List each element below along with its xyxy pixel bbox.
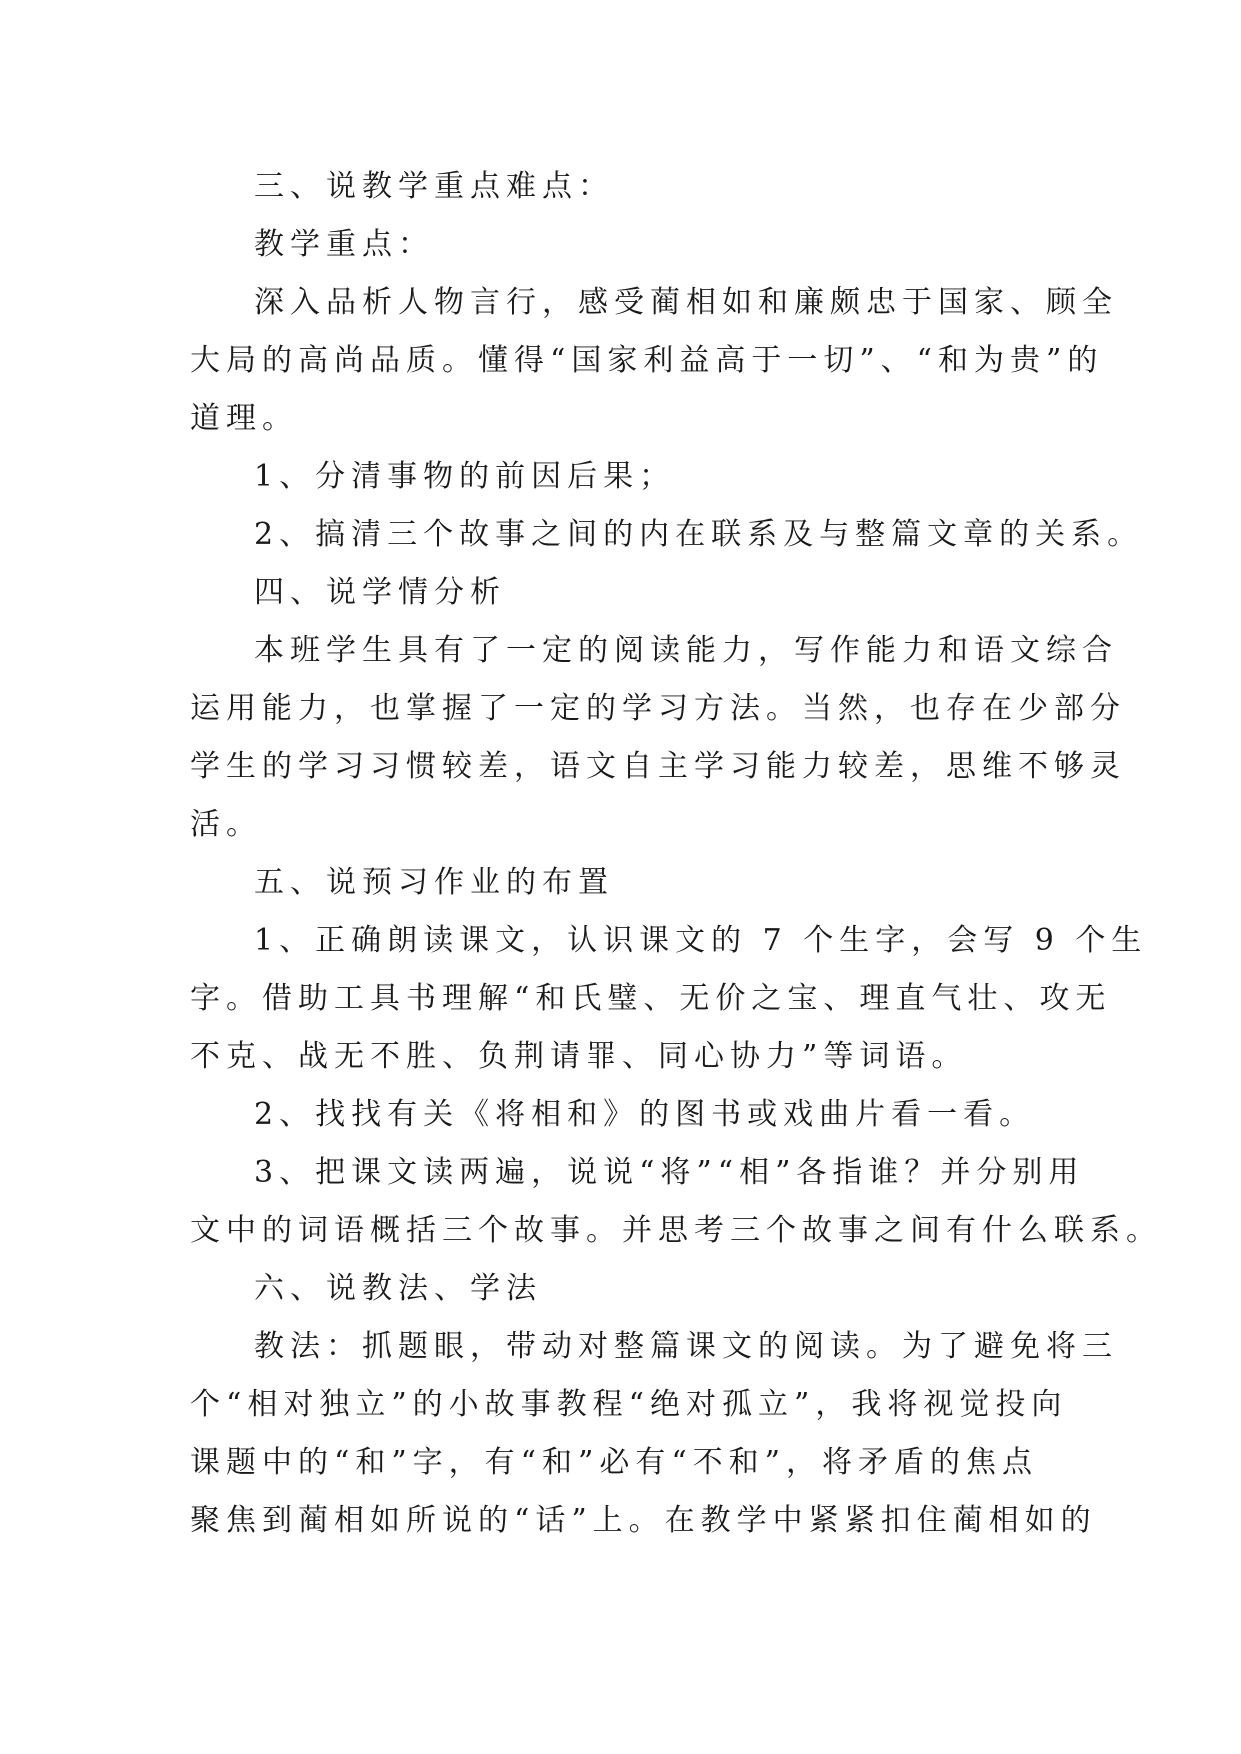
learner-analysis-paragraph: 本班学生具有了一定的阅读能力，写作能力和语文综合 运用能力，也掌握了一定的学习方法。当然，也存在少部分 学生的学习习惯较差，语文自主学习能力较差，思维不够灵 活。 xyxy=(190,633,1126,842)
difficulty-item-1: 1、分清事物的前因后果； xyxy=(254,459,676,494)
document-body xyxy=(190,158,1162,1550)
preview-item-2: 2、找找有关《将相和》的图书或戏曲片看一看。 xyxy=(254,1097,1036,1132)
teaching-focus-label: 教学重点： xyxy=(254,227,434,262)
section-heading-3: 三、说教学重点难点： xyxy=(254,169,614,204)
difficulty-item-2: 2、搞清三个故事之间的内在联系及与整篇文章的关系。 xyxy=(254,517,1144,552)
section-heading-5: 五、说预习作业的布置 xyxy=(254,865,614,900)
section-heading-4: 四、说学情分析 xyxy=(254,575,506,610)
section-heading-6: 六、说教法、学法 xyxy=(254,1271,542,1306)
teaching-method-paragraph: 教法：抓题眼，带动对整篇课文的阅读。为了避免将三 个“相对独立”的小故事教程“绝对孤立”，我将视觉投向 课题中的“和”字，有“和”必有“不和”，将矛盾的焦点 聚焦到蔺相如所说的“话”上。在教学中紧紧扣住蔺相如的 xyxy=(190,1329,1118,1538)
preview-item-1: 1、正确朗读课文，认识课文的 7 个生字，会写 9 个生 字。借助工具书理解“和氏璧、无价之宝、理直气壮、攻无 不克、战无不胜、负荆请罪、同心协力”等词语。 xyxy=(190,923,1148,1074)
teaching-focus-paragraph: 深入品析人物言行，感受蔺相如和廉颇忠于国家、顾全 大局的高尚品质。懂得“国家利益高于一切”、“和为贵”的 道理。 xyxy=(190,285,1118,436)
preview-item-3: 3、把课文读两遍，说说“将”“相”各指谁？并分别用 文中的词语概括三个故事。并思考三个故事之间有什么联系。 xyxy=(190,1155,1162,1248)
